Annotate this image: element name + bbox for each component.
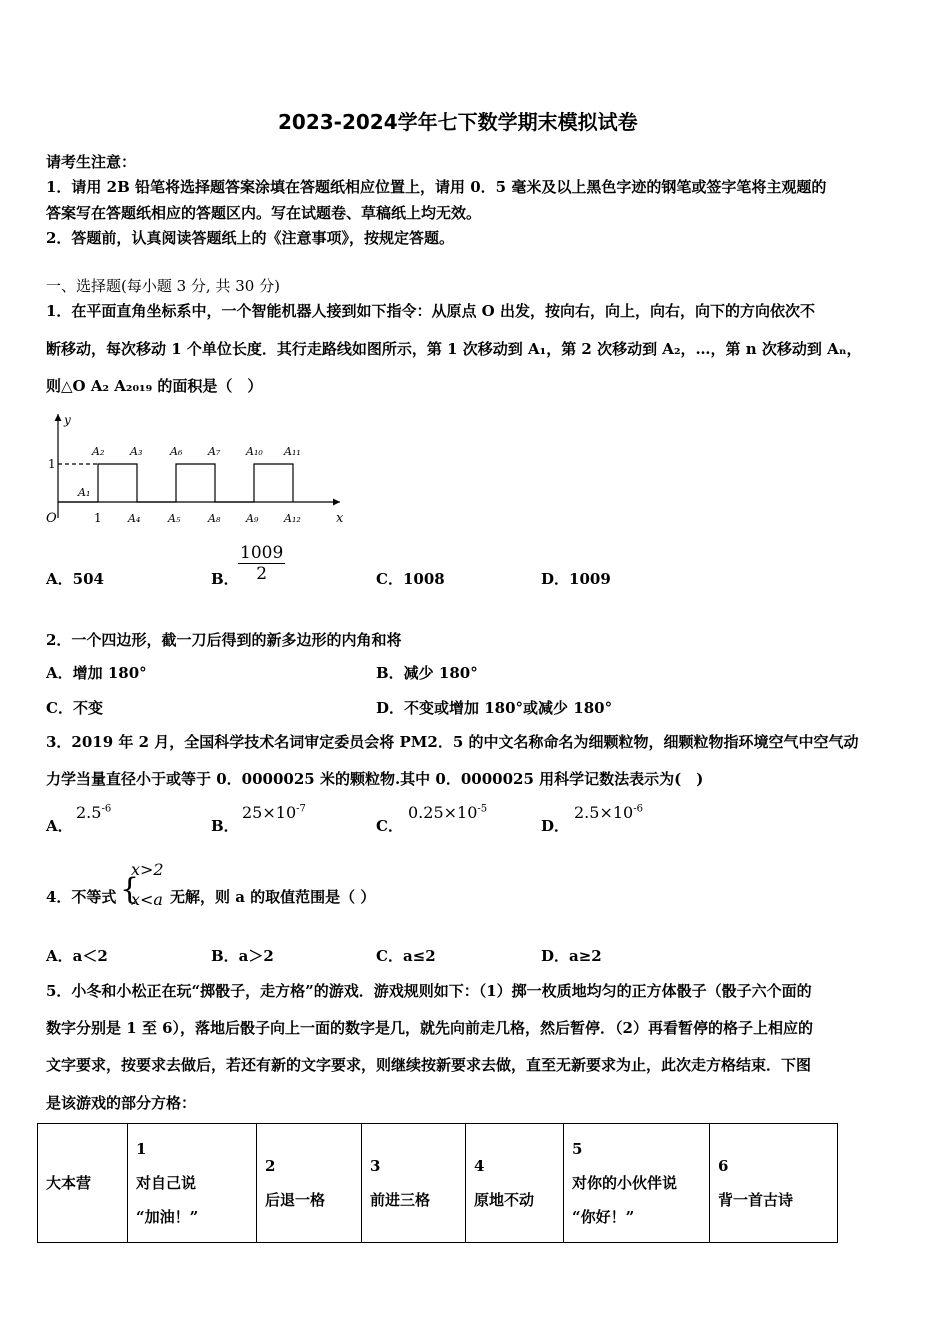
section-heading: 一、选择题(每小题 3 分, 共 30 分) xyxy=(46,277,280,295)
robot-path-figure xyxy=(40,408,360,533)
a1-label: A₁ xyxy=(78,486,91,499)
tick-y-label: 1 xyxy=(48,457,56,471)
inequality-1: x>2 xyxy=(131,860,164,879)
q3-option-c-value xyxy=(408,803,487,822)
page-title: 2023-2024学年七下数学期末模拟试卷 xyxy=(278,110,638,134)
x-label: x xyxy=(336,511,344,526)
exponent: -6 xyxy=(101,803,112,815)
base: 2.5×10 xyxy=(574,803,634,822)
cell-number: 5 xyxy=(572,1140,583,1158)
q4-option-d: D．a≥2 xyxy=(541,947,602,965)
cell-text: “加油！” xyxy=(136,1208,199,1226)
base: 25×10 xyxy=(242,803,297,822)
table-cell-base: 大本营 xyxy=(38,1124,128,1243)
question-4-prefix: 4．不等式 xyxy=(46,888,117,906)
cell-number: 2 xyxy=(265,1157,276,1175)
y-label: y xyxy=(64,413,71,427)
question-4-suffix: 无解，则 a 的取值范围是（ ） xyxy=(170,888,376,906)
q3-option-a-value xyxy=(76,803,111,822)
q3-option-b-prefix: B． xyxy=(211,817,239,835)
q2-option-c: C．不变 xyxy=(46,699,103,717)
question-1-text: 则△O A₂ A₂₀₁₉ 的面积是（ ） xyxy=(46,377,263,395)
q2-option-d: D．不变或增加 180°或减少 180° xyxy=(376,699,613,717)
q1-option-b-fraction xyxy=(238,543,285,584)
cell-text: 对自己说 xyxy=(136,1174,197,1192)
question-1-text: 1．在平面直角坐标系中，一个智能机器人接到如下指令：从原点 O 出发，按向右，向上，向右，向下的方向依次不 xyxy=(46,302,815,320)
origin-label: O xyxy=(46,511,57,526)
path-line xyxy=(58,464,293,502)
notice-heading: 请考生注意： xyxy=(46,153,137,171)
table-cell-3 xyxy=(362,1124,466,1243)
point-label: A₃ xyxy=(130,445,143,458)
point-label: A₆ xyxy=(170,445,183,458)
q1-option-b-prefix: B． xyxy=(211,570,239,588)
q3-option-a-prefix: A． xyxy=(46,817,73,835)
fraction-numerator: 1009 xyxy=(240,543,284,563)
cell-text: 原地不动 xyxy=(474,1191,535,1209)
table-row xyxy=(38,1124,838,1243)
q2-option-a: A．增加 180° xyxy=(46,664,147,682)
question-5-text: 数字分别是 1 至 6），落地后骰子向上一面的数字是几，就先向前走几格，然后暂停．（2）再看暂停的格子上相应的 xyxy=(46,1019,813,1037)
question-5-text: 5．小冬和小松正在玩“掷骰子，走方格”的游戏．游戏规则如下：（1）掷一枚质地均匀的正方体骰子（骰子六个面的 xyxy=(46,982,812,1000)
cell-text: 后退一格 xyxy=(265,1191,326,1209)
notice-line: 答案写在答题纸相应的答题区内。写在试题卷、草稿纸上均无效。 xyxy=(46,204,482,222)
q2-option-b: B．减少 180° xyxy=(376,664,478,682)
point-label: A₅ xyxy=(168,512,181,525)
q1-option-c: C．1008 xyxy=(376,570,445,588)
q1-option-d: D．1009 xyxy=(541,570,611,588)
base: 0.25×10 xyxy=(408,803,478,822)
point-label: A₄ xyxy=(128,512,141,525)
q3-option-d-prefix: D． xyxy=(541,817,570,835)
question-1-text: 断移动，每次移动 1 个单位长度．其行走路线如图所示，第 1 次移动到 A₁，第 2 次移动到 A₂，…，第 n 次移动到 Aₙ， xyxy=(46,340,862,358)
q3-option-b-value xyxy=(242,803,306,822)
q3-option-c-prefix: C． xyxy=(376,817,403,835)
fraction-denominator: 2 xyxy=(256,564,268,584)
question-5-text: 文字要求，按要求去做后，若还有新的文字要求，则继续按新要求去做，直至无新要求为止，此次走方格结束．下图 xyxy=(46,1056,812,1074)
notice-line: 1．请用 2B 铅笔将选择题答案涂填在答题纸相应位置上，请用 0．5 毫米及以上黑色字迹的钢笔或签字笔将主观题的 xyxy=(46,178,827,196)
point-label: A₁₀ xyxy=(246,445,263,458)
question-3-text: 力学当量直径小于或等于 0．0000025 米的颗粒物.其中 0．0000025 用科学记数法表示为( ) xyxy=(46,770,704,788)
table-cell-2 xyxy=(257,1124,362,1243)
inequality-2: x<a xyxy=(131,890,163,909)
table-cell-6 xyxy=(710,1124,838,1243)
exponent: -6 xyxy=(633,803,643,815)
cell-number: 4 xyxy=(474,1157,485,1175)
cell-text: 背一首古诗 xyxy=(718,1191,794,1209)
cell-number: 1 xyxy=(136,1140,147,1158)
cell-number: 3 xyxy=(370,1157,381,1175)
exponent: -5 xyxy=(477,803,488,815)
inequality-brace: { xyxy=(120,872,140,907)
table-cell-1 xyxy=(128,1124,257,1243)
cell-text: 前进三格 xyxy=(370,1191,431,1209)
cell-number: 6 xyxy=(718,1157,729,1175)
base: 2.5 xyxy=(76,803,102,822)
q3-option-d-value xyxy=(574,803,643,822)
q4-option-a: A．a＜2 xyxy=(46,947,108,965)
point-label: A₁₁ xyxy=(284,445,301,458)
q1-option-a: A．504 xyxy=(46,570,104,588)
exponent: -7 xyxy=(296,803,306,815)
point-label: A₁₂ xyxy=(284,512,301,525)
notice-line: 2．答题前，认真阅读答题纸上的《注意事项》，按规定答题。 xyxy=(46,229,454,247)
cell-text: “你好！” xyxy=(572,1208,635,1226)
q4-option-c: C．a≤2 xyxy=(376,947,436,965)
game-board-table xyxy=(37,1123,838,1243)
question-3-text: 3．2019 年 2 月，全国科学技术名词审定委员会将 PM2．5 的中文名称命名为细颗粒物，细颗粒物指环境空气中空气动 xyxy=(46,733,859,751)
point-label: A₇ xyxy=(208,445,221,458)
question-5-text: 是该游戏的部分方格： xyxy=(46,1094,197,1112)
tick-x-label: 1 xyxy=(94,511,102,525)
point-label: A₂ xyxy=(92,445,105,458)
point-label: A₉ xyxy=(246,512,259,525)
question-2-text: 2．一个四边形，截一刀后得到的新多边形的内角和将 xyxy=(46,631,402,649)
table-cell-5 xyxy=(564,1124,710,1243)
point-label: A₈ xyxy=(208,512,221,525)
table-cell-4 xyxy=(466,1124,564,1243)
q4-option-b: B．a＞2 xyxy=(211,947,274,965)
cell-text: 对你的小伙伴说 xyxy=(572,1174,678,1192)
